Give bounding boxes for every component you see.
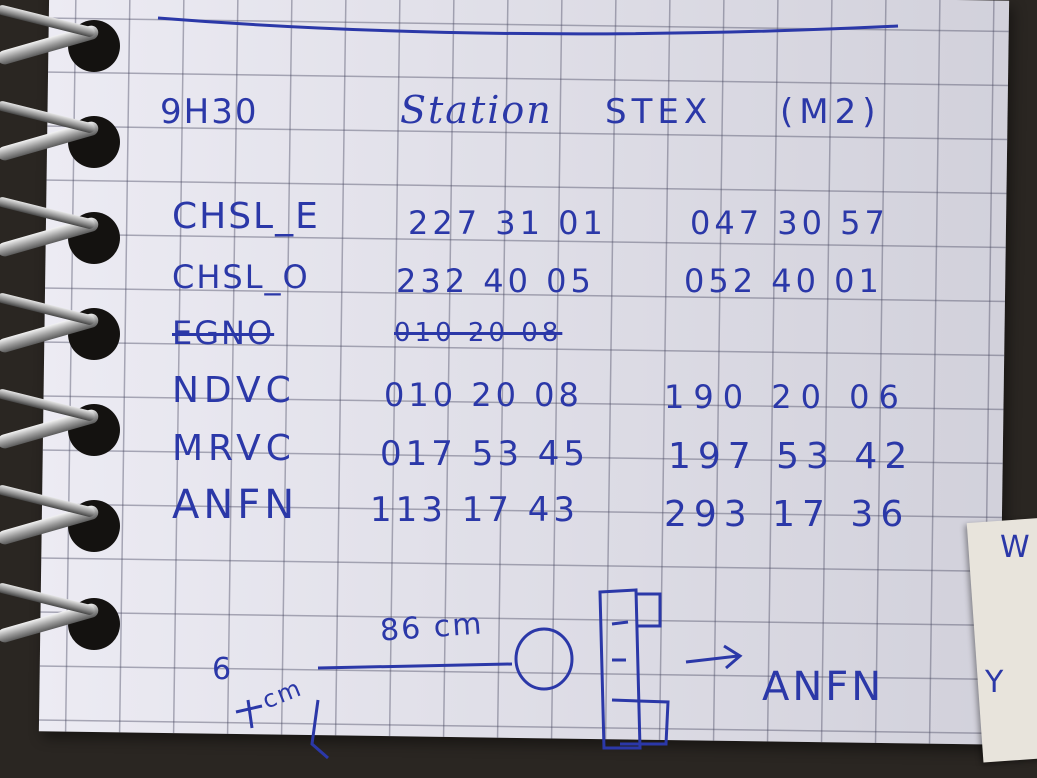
row-value-a-mrvc: 017 53 45 bbox=[380, 434, 590, 474]
row-value-a-chsl-e: 227 31 01 bbox=[408, 204, 607, 242]
row-value-a-anfn: 113 17 43 bbox=[370, 490, 580, 530]
row-value-a-chsl-o: 232 40 05 bbox=[396, 262, 595, 300]
row-name-anfn: ANFN bbox=[172, 482, 299, 528]
row-value-b-chsl-o: 052 40 01 bbox=[684, 262, 883, 300]
sketch-number-label: 6 bbox=[212, 652, 234, 687]
sketch-small-label: cm bbox=[258, 673, 307, 715]
row-value-b-chsl-e: 047 30 57 bbox=[690, 204, 889, 242]
row-value-a-ndvc: 010 20 08 bbox=[384, 376, 583, 414]
row-name-chsl-o: CHSL_O bbox=[172, 258, 310, 296]
row-value-b-anfn: 293 17 36 bbox=[664, 494, 911, 535]
station-word: Station bbox=[400, 88, 553, 132]
station-code: (M2) bbox=[780, 92, 882, 132]
time-label: 9H30 bbox=[160, 92, 259, 132]
row-value-a-egno-struck: 010 20 08 bbox=[394, 318, 563, 348]
row-name-chsl-e: CHSL_E bbox=[172, 196, 320, 237]
row-name-ndvc: NDVC bbox=[172, 370, 296, 411]
edge-letter-y: Y bbox=[985, 665, 1004, 700]
edge-letter-w: W bbox=[1000, 530, 1030, 565]
row-name-egno-struck: EGNO bbox=[172, 314, 275, 352]
sketch-target-label: ANFN bbox=[762, 664, 885, 710]
row-name-mrvc: MRVC bbox=[172, 428, 296, 469]
sketch-distance-label: 86 cm bbox=[378, 606, 485, 649]
station-name: STEX bbox=[605, 92, 713, 132]
row-value-b-ndvc: 190 20 06 bbox=[664, 378, 908, 416]
row-value-b-mrvc: 197 53 42 bbox=[668, 436, 915, 477]
